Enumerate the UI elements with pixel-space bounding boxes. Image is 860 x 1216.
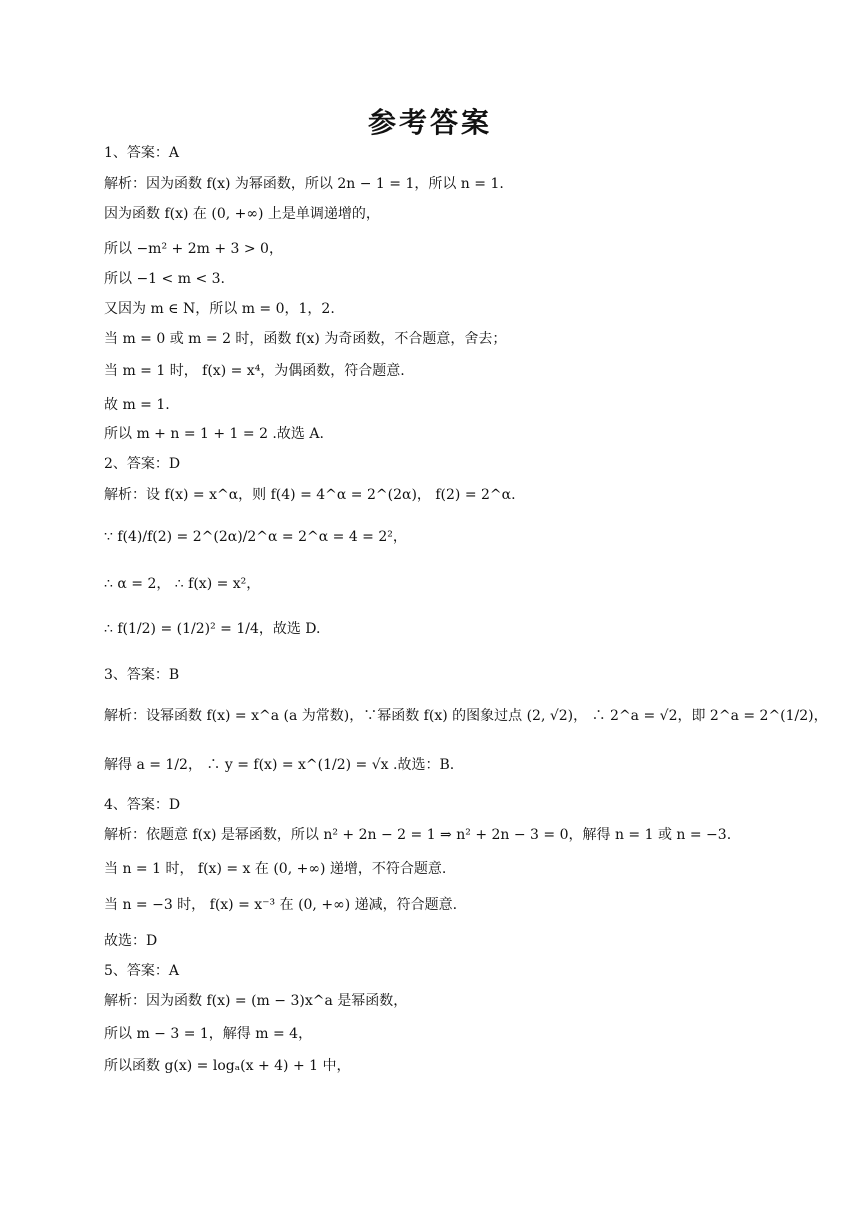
answer-line: ∴ f(1/2) = (1/2)² = 1/4，故选 D.	[104, 621, 321, 637]
answer-line: 2、答案：D	[104, 456, 181, 472]
answer-line: 又因为 m ∈ N，所以 m = 0，1，2.	[104, 301, 335, 317]
answer-line: 所以 m − 3 = 1，解得 m = 4，	[104, 1026, 313, 1042]
answer-line: 当 m = 0 或 m = 2 时，函数 f(x) 为奇函数，不合题意，舍去；	[104, 331, 507, 347]
answer-line: 解得 a = 1/2， ∴ y = f(x) = x^(1/2) = √x .故选：B.	[104, 757, 455, 773]
page-title: 参考答案	[367, 106, 492, 139]
answer-line: 当 n = 1 时， f(x) = x 在 (0, +∞) 递增，不符合题意.	[104, 861, 447, 877]
answer-line: 因为函数 f(x) 在 (0, +∞) 上是单调递增的，	[104, 206, 380, 222]
answer-line: 解析：设 f(x) = x^α，则 f(4) = 4^α = 2^(2α)， f(2) = 2^α.	[104, 487, 516, 503]
answer-line: 故选：D	[104, 933, 158, 949]
answer-line: 所以 m + n = 1 + 1 = 2 .故选 A.	[104, 426, 324, 442]
answer-line: 解析：因为函数 f(x) 为幂函数，所以 2n − 1 = 1，所以 n = 1.	[104, 176, 504, 192]
answer-line: 解析：因为函数 f(x) = (m − 3)x^a 是幂函数，	[104, 993, 408, 1009]
answer-line: 所以函数 g(x) = logₐ(x + 4) + 1 中，	[104, 1058, 351, 1074]
answer-line: 解析：设幂函数 f(x) = x^a (a 为常数)，∵幂函数 f(x) 的图象过点 (2, √2)， ∴ 2^a = √2，即 2^a = 2^(1/2)，	[104, 708, 828, 724]
answer-line: ∵ f(4)/f(2) = 2^(2α)/2^α = 2^α = 4 = 2²，	[104, 529, 407, 545]
answer-line: 故 m = 1.	[104, 397, 170, 413]
answer-line: 所以 −m² + 2m + 3 > 0，	[104, 241, 283, 257]
answer-line: 解析：依题意 f(x) 是幂函数，所以 n² + 2n − 2 = 1 ⇒ n² + 2n − 3 = 0，解得 n = 1 或 n = −3.	[104, 827, 732, 843]
answer-line: 4、答案：D	[104, 797, 181, 813]
answer-line: 1、答案：A	[104, 145, 180, 161]
answer-line: ∴ α = 2， ∴ f(x) = x²，	[104, 576, 261, 592]
answer-line: 3、答案：B	[104, 667, 180, 683]
answer-line: 当 m = 1 时， f(x) = x⁴，为偶函数，符合题意.	[104, 363, 405, 379]
answer-line: 当 n = −3 时， f(x) = x⁻³ 在 (0, +∞) 递减，符合题意.	[104, 897, 458, 913]
answer-line: 所以 −1 < m < 3.	[104, 271, 225, 287]
answer-line: 5、答案：A	[104, 963, 180, 979]
